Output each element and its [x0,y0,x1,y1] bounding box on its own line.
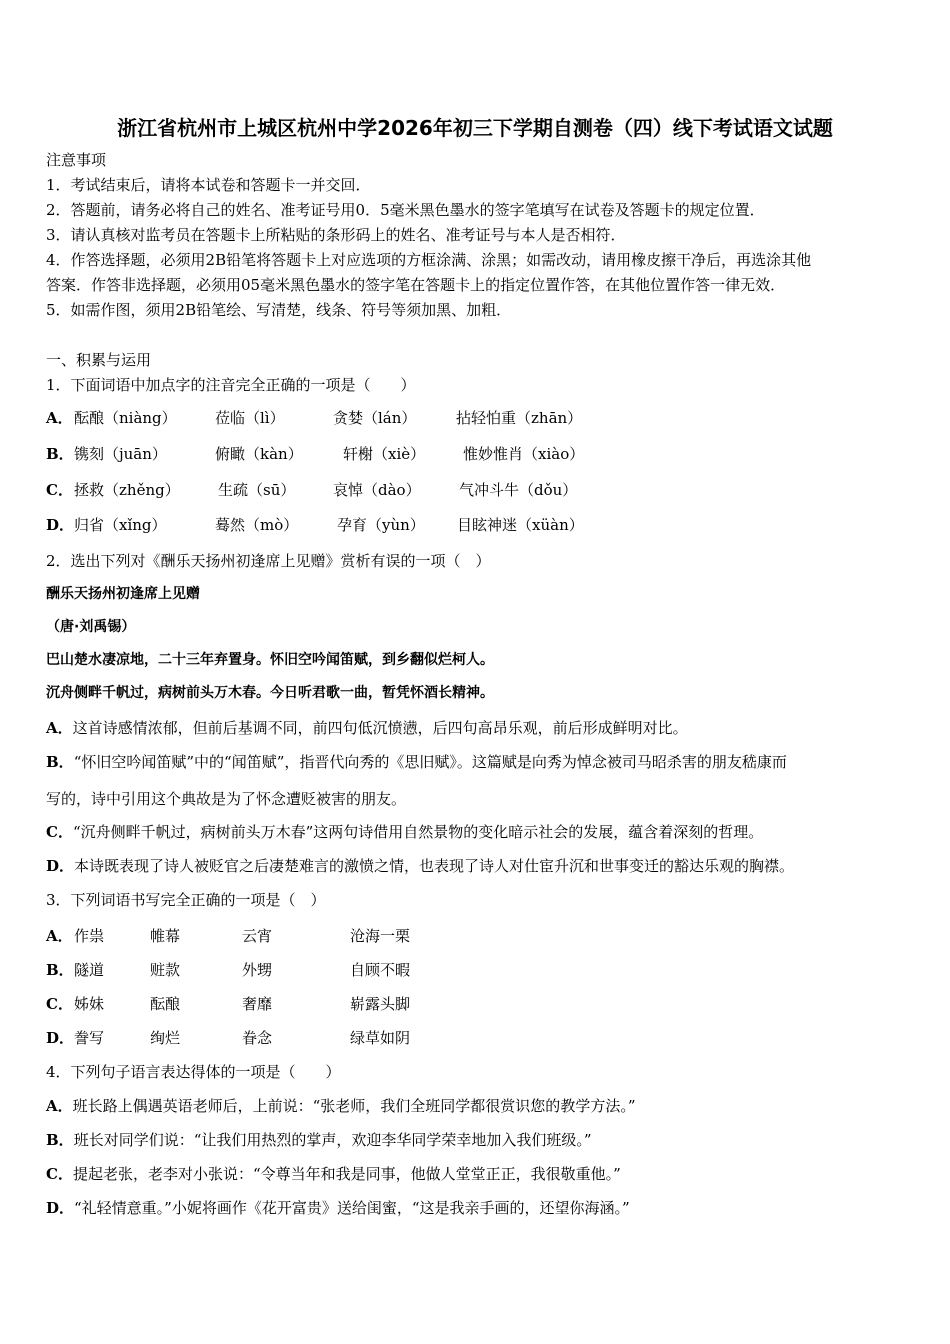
option [46,822,763,842]
option-letter: A． [46,1097,73,1115]
poem-line: 沉舟侧畔千帆过，病树前头万木春。今日听君歌一曲，暂凭怀酒长精神。 [46,685,494,701]
option-letter: B． [46,961,74,979]
notes-heading: 注意事项 [46,151,107,169]
option-item: 沧海一栗 [350,927,411,945]
option-letter: A． [46,719,73,737]
option-item: 崭露头脚 [350,995,411,1013]
option-item: 自顾不暇 [350,961,411,979]
option-item: 拯救（zhěng） [74,481,180,499]
option-item: 镌刻（juān） [74,445,167,463]
option-item: 绚烂 [150,1029,181,1047]
question-4-stem: 4．下列句子语言表达得体的一项是（ ） [46,1063,341,1081]
note-item: 3．请认真核对监考员在答题卡上所粘贴的条形码上的姓名、准考证号与本人是否相符． [46,226,626,244]
poem-title: 酬乐天扬州初逢席上见赠 [46,586,200,602]
note-item: 2．答题前，请务必将自己的姓名、准考证号用0．5毫米黑色墨水的签字笔填写在试卷及答题卡的规定位置． [46,201,765,219]
option [46,1198,630,1218]
option-item: 惟妙惟肖（xiào） [463,445,585,463]
option-item: 蓦然（mò） [215,516,299,534]
option-text: 本诗既表现了诗人被贬官之后凄楚难言的激愤之情，也表现了诗人对仕宦升沉和世事变迁的豁达乐观的胸襟。 [74,857,795,875]
option-item: 酝酿（niàng） [74,409,177,427]
poem-line: 巴山楚水凄凉地，二十三年弃置身。怀旧空吟闻笛赋，到乡翻似烂柯人。 [46,652,494,668]
option-item: 云宵 [242,927,273,945]
option-item: 目眩神迷（xüàn） [457,516,584,534]
option-item: 拈轻怕重（zhān） [456,409,583,427]
option-text: 这首诗感情浓郁，但前后基调不同，前四句低沉愤懑，后四句高昂乐观，前后形成鲜明对比。 [72,719,688,737]
option-item: 姊妹 [74,995,105,1013]
option [46,1164,621,1184]
option [46,752,787,772]
option-item: 贪婪（lán） [333,409,417,427]
option-letter: A． [46,409,73,427]
option-text: “怀旧空吟闻笛赋”中的“闻笛赋”，指晋代向秀的《思旧赋》。这篇赋是向秀为悼念被司马昭杀害的朋友嵇康而 [73,753,787,771]
poem-author: （唐·刘禹锡） [46,619,136,635]
option [46,1096,635,1116]
option-text-continued: 写的，诗中引用这个典故是为了怀念遭贬被害的朋友。 [46,790,407,808]
option-item: 奢靡 [242,995,273,1013]
option-item: 绿草如阴 [350,1029,411,1047]
option-letter: C． [46,1165,73,1183]
option-item: 孕育（yùn） [337,516,425,534]
note-item: 1．考试结束后，请将本试卷和答题卡一并交回． [46,176,371,194]
note-item: 4．作答选择题，必须用2B铅笔将答题卡上对应选项的方框涂满、涂黑；如需改动，请用橡皮擦干净后，再选涂其他 [46,251,812,269]
option-item: 生疏（sū） [218,481,296,499]
option-item: 莅临（lì） [215,409,285,427]
question-3-stem: 3．下列词语书写完全正确的一项是（ ） [46,891,326,909]
option-letter: B． [46,445,74,463]
option-letter: D． [46,1199,75,1217]
option-item: 气冲斗牛（dǒu） [459,481,578,499]
option-letter: C． [46,995,73,1013]
option-letter: D． [46,857,75,875]
option-text: 班长对同学们说：“让我们用热烈的掌声，欢迎李华同学荣幸地加入我们班级。” [73,1131,592,1149]
option-item: 外甥 [242,961,273,979]
option [46,856,794,876]
option-text: “礼轻情意重。”小妮将画作《花开富贵》送给闺蜜，“这是我亲手画的，还望你海涵。” [74,1199,630,1217]
option-text: “沉舟侧畔千帆过，病树前头万木春”这两句诗借用自然景物的变化暗示社会的发展，蕴含着深刻的哲理。 [72,823,764,841]
option-item: 酝酿 [150,995,181,1013]
option-letter: A． [46,927,73,945]
section-heading: 一、积累与运用 [46,351,152,369]
option-item: 眷念 [242,1029,273,1047]
note-item: 答案．作答非选择题，必须用05毫米黑色墨水的签字笔在答题卡上的指定位置作答，在其他位置作答一律无效． [46,276,786,294]
option-item: 帷幕 [150,927,181,945]
page-title: 浙江省杭州市上城区杭州中学2026年初三下学期自测卷（四）线下考试语文试题 [117,116,833,140]
option-text: 班长路上偶遇英语老师后，上前说：“张老师，我们全班同学都很赏识您的教学方法。” [72,1097,636,1115]
option-text: 提起老张，老李对小张说：“令尊当年和我是同事，他做人堂堂正正，我很敬重他。” [72,1165,621,1183]
option-letter: B． [46,753,74,771]
option [46,1130,592,1150]
option-letter: D． [46,516,75,534]
option-item: 轩榭（xiè） [343,445,426,463]
option-item: 作祟 [74,927,105,945]
option-item: 赃款 [150,961,181,979]
question-1-stem: 1．下面词语中加点字的注音完全正确的一项是（ ） [46,376,416,394]
option-item: 隧道 [74,961,105,979]
option-item: 俯瞰（kàn） [215,445,303,463]
option-letter: D． [46,1029,75,1047]
option [46,718,688,738]
question-2-stem: 2．选出下列对《酬乐天扬州初逢席上见赠》赏析有误的一项（ ） [46,552,491,570]
option-letter: C． [46,823,73,841]
option-item: 哀悼（dào） [333,481,421,499]
option-item: 归省（xǐng） [74,516,167,534]
option-item: 誊写 [74,1029,105,1047]
note-item: 5．如需作图，须用2B铅笔绘、写清楚，线条、符号等须加黑、加粗． [46,301,512,319]
option-letter: C． [46,481,73,499]
option-letter: B． [46,1131,74,1149]
